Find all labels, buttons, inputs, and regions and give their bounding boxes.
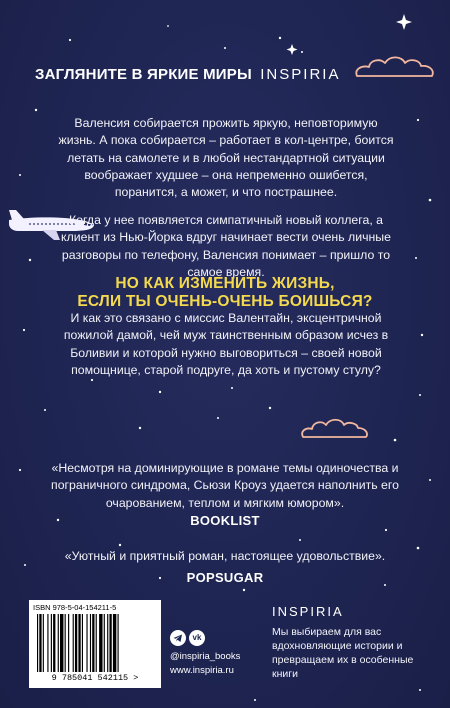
synopsis-paragraph-1: Валенсия собирается прожить яркую, неповторимую жизнь. А пока собирается – работает в кол-центре, боится летать на самолете и в любой нестандартной ситуации воображает худшее – она непременно ошибется, поранится, а может, и что пострашнее. xyxy=(58,116,394,200)
cloud-top-right xyxy=(354,52,436,80)
tagline-question xyxy=(45,275,405,311)
review-source-1: BOOKLIST xyxy=(190,513,260,528)
barcode-panel xyxy=(29,600,161,688)
tagline-line-1: НО КАК ИЗМЕНИТЬ ЖИЗНЬ, xyxy=(115,275,335,292)
vk-icon[interactable]: vk xyxy=(189,630,205,646)
social-handle[interactable]: @inspiria_books xyxy=(170,651,241,662)
barcode-graphic xyxy=(35,614,155,672)
cloud-middle-right xyxy=(300,415,370,441)
barcode-digits: 9 785041 542115 > xyxy=(51,673,139,683)
synopsis-paragraph-3: И как это связано с миссис Валентайн, эксцентричной пожилой дамой, чей муж таинственным образом исчез в Боливии и которой нужно выговориться – своей новой помощнице, старой подруге, да хоть и пустому стулу? xyxy=(63,311,389,377)
isbn-text: ISBN 978-5-04-154211-5 xyxy=(33,603,117,612)
social-links xyxy=(170,630,250,690)
review-quote-2: «Уютный и приятный роман, настоящее удовольствие». xyxy=(64,549,386,563)
header-brand-text: INSPIRIA xyxy=(260,66,341,83)
header-lead-text: ЗАГЛЯНИТЕ В ЯРКИЕ МИРЫ xyxy=(35,66,252,83)
review-source-2: POPSUGAR xyxy=(186,570,264,585)
website-link[interactable]: www.inspiria.ru xyxy=(170,665,234,676)
series-header xyxy=(35,66,340,83)
publisher-name: INSPIRIA xyxy=(272,604,344,619)
publisher-description: Мы выбираем для вас вдохновляющие истории и превращаем их в особенные книги xyxy=(272,626,414,680)
tagline-line-2: ЕСЛИ ТЫ ОЧЕНЬ-ОЧЕНЬ БОИШЬСЯ? xyxy=(77,293,373,310)
telegram-icon[interactable] xyxy=(170,630,186,646)
synopsis-paragraph-2: Когда у нее появляется симпатичный новый коллега, а клиент из Нью-Йорка вдруг начинает вести очень личные разговоры по телефону, Валенсия понимает – пришло то самое время. xyxy=(61,213,391,279)
review-quote-1: «Несмотря на доминирующие в романе темы одиночества и пограничного синдрома, Сьюзи Кроуз удается наполнить его очарованием, теплом и мягким юмором». xyxy=(51,461,399,510)
publisher-block xyxy=(272,604,432,681)
